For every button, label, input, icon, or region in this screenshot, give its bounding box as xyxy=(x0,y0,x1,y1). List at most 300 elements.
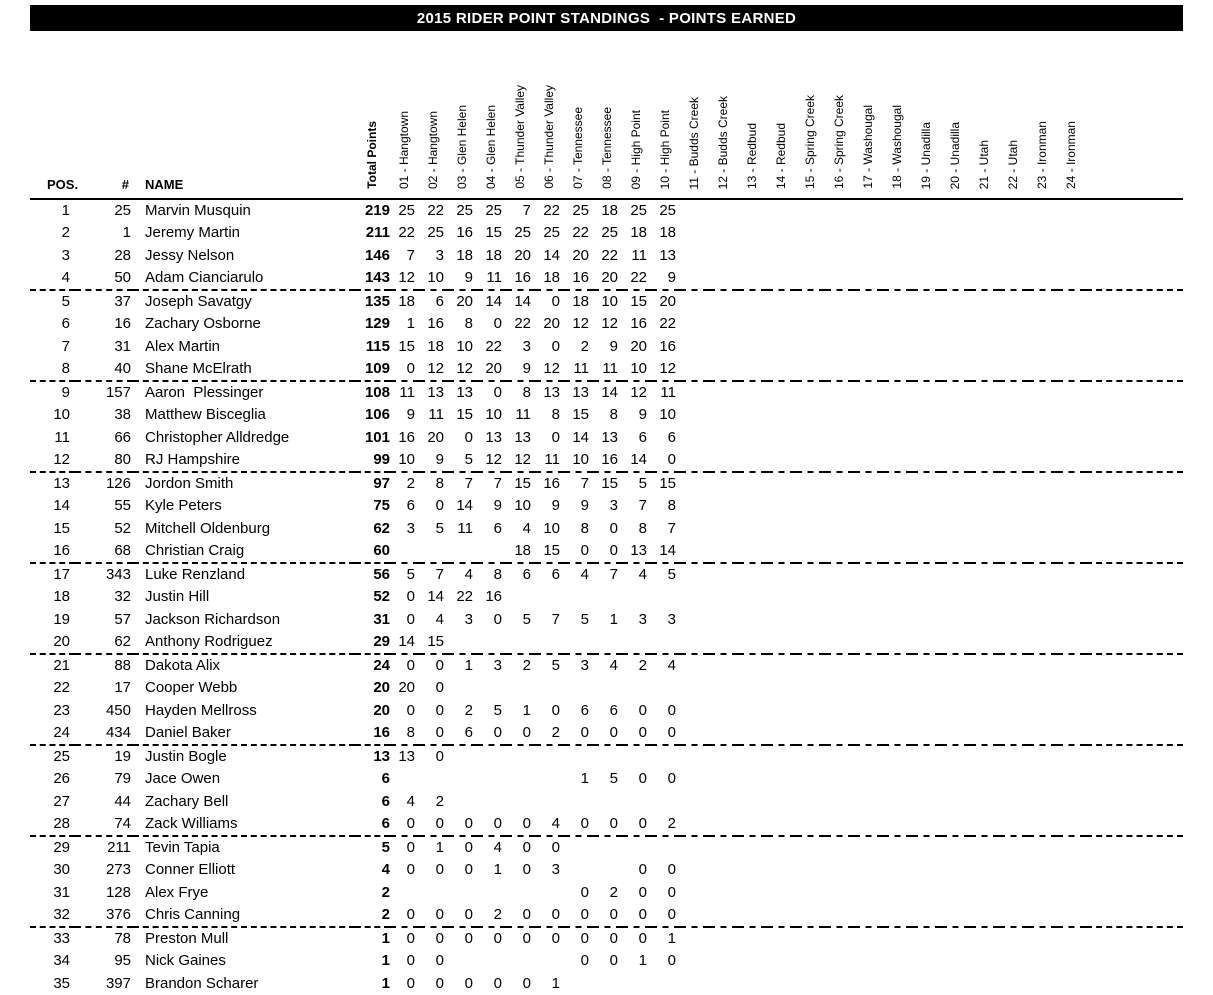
round-points-cell: 20 xyxy=(506,245,535,268)
round-points-cell: 10 xyxy=(419,267,448,290)
rider-number-cell: 17 xyxy=(75,677,133,700)
round-points-cell xyxy=(1057,563,1086,586)
round-points-cell xyxy=(680,654,709,677)
round-points-cell: 0 xyxy=(564,540,593,563)
round-points-cell: 8 xyxy=(506,381,535,404)
round-points-cell xyxy=(1028,518,1057,541)
round-header-label: 22 - Utah xyxy=(1007,140,1020,189)
rider-row xyxy=(30,904,1183,927)
round-points-cell xyxy=(825,609,854,632)
pos-cell: 6 xyxy=(30,313,75,336)
round-points-cell xyxy=(912,836,941,859)
round-points-cell xyxy=(767,654,796,677)
round-header-label: 03 - Glen Helen xyxy=(456,105,469,189)
round-points-cell xyxy=(506,745,535,768)
round-points-cell xyxy=(912,495,941,518)
round-points-cell xyxy=(738,882,767,905)
round-points-cell xyxy=(999,836,1028,859)
round-points-cell xyxy=(999,631,1028,654)
round-header-label: 15 - Spring Creek xyxy=(804,95,817,189)
round-points-cell xyxy=(1028,768,1057,791)
row-filler xyxy=(1086,358,1183,381)
round-points-cell: 6 xyxy=(622,427,651,450)
round-points-cell xyxy=(970,563,999,586)
round-points-cell: 25 xyxy=(564,199,593,222)
round-points-cell xyxy=(535,677,564,700)
round-points-cell xyxy=(680,199,709,222)
pos-cell: 16 xyxy=(30,540,75,563)
round-points-cell: 1 xyxy=(651,927,680,950)
round-points-cell xyxy=(1028,609,1057,632)
round-header-label: 08 - Tennessee xyxy=(601,107,614,189)
name-column-header: NAME xyxy=(133,84,355,199)
round-points-cell xyxy=(1057,768,1086,791)
total-points-cell: 99 xyxy=(355,449,390,472)
round-points-cell xyxy=(825,245,854,268)
round-points-cell xyxy=(796,245,825,268)
round-points-cell xyxy=(593,745,622,768)
round-points-cell xyxy=(593,631,622,654)
round-points-cell: 9 xyxy=(448,267,477,290)
round-points-cell xyxy=(738,904,767,927)
round-points-cell xyxy=(941,336,970,359)
round-points-cell xyxy=(883,472,912,495)
round-points-cell: 11 xyxy=(651,381,680,404)
round-points-cell xyxy=(970,768,999,791)
round-points-cell xyxy=(1028,859,1057,882)
pos-cell: 25 xyxy=(30,745,75,768)
round-points-cell xyxy=(796,267,825,290)
rider-name-cell: Marvin Musquin xyxy=(133,199,355,222)
round-points-cell: 0 xyxy=(535,336,564,359)
round-points-cell xyxy=(825,882,854,905)
rider-row xyxy=(30,973,1183,995)
round-points-cell xyxy=(680,336,709,359)
round-points-cell xyxy=(1028,791,1057,814)
round-points-cell xyxy=(854,518,883,541)
pos-cell: 23 xyxy=(30,700,75,723)
round-points-cell: 14 xyxy=(593,381,622,404)
round-points-cell: 10 xyxy=(477,404,506,427)
round-points-cell xyxy=(1057,199,1086,222)
rider-number-cell: 211 xyxy=(75,836,133,859)
round-points-cell xyxy=(796,927,825,950)
round-points-cell xyxy=(825,313,854,336)
round-points-cell xyxy=(506,631,535,654)
round-points-cell xyxy=(796,495,825,518)
round-points-cell xyxy=(825,813,854,836)
round-points-cell: 0 xyxy=(390,358,419,381)
round-points-cell: 18 xyxy=(651,222,680,245)
rider-row xyxy=(30,836,1183,859)
round-header-label: 02 - Hangtown xyxy=(427,111,440,189)
round-column-header xyxy=(970,84,999,199)
round-points-cell xyxy=(999,563,1028,586)
total-points-cell: 2 xyxy=(355,882,390,905)
round-points-cell: 20 xyxy=(651,290,680,313)
round-points-cell xyxy=(709,290,738,313)
round-points-cell: 22 xyxy=(622,267,651,290)
round-points-cell: 0 xyxy=(506,904,535,927)
round-points-cell xyxy=(622,745,651,768)
round-points-cell xyxy=(477,882,506,905)
round-points-cell xyxy=(709,267,738,290)
round-points-cell xyxy=(854,381,883,404)
round-points-cell xyxy=(767,290,796,313)
round-points-cell xyxy=(941,518,970,541)
round-points-cell xyxy=(999,722,1028,745)
round-points-cell: 0 xyxy=(535,290,564,313)
rider-number-cell: 376 xyxy=(75,904,133,927)
round-points-cell: 15 xyxy=(477,222,506,245)
row-filler xyxy=(1086,586,1183,609)
round-points-cell xyxy=(767,518,796,541)
round-points-cell xyxy=(883,882,912,905)
round-points-cell: 0 xyxy=(593,950,622,973)
rider-number-cell: 434 xyxy=(75,722,133,745)
round-points-cell xyxy=(796,336,825,359)
round-points-cell: 7 xyxy=(448,472,477,495)
round-points-cell: 7 xyxy=(593,563,622,586)
round-points-cell xyxy=(1028,677,1057,700)
round-points-cell xyxy=(970,358,999,381)
round-points-cell: 0 xyxy=(593,518,622,541)
round-points-cell: 4 xyxy=(622,563,651,586)
pos-cell: 34 xyxy=(30,950,75,973)
round-points-cell xyxy=(738,859,767,882)
rider-number-cell: 52 xyxy=(75,518,133,541)
round-points-cell xyxy=(680,427,709,450)
round-points-cell: 8 xyxy=(535,404,564,427)
round-points-cell xyxy=(709,336,738,359)
round-column-header xyxy=(390,84,419,199)
round-points-cell xyxy=(767,313,796,336)
round-points-cell xyxy=(709,222,738,245)
round-points-cell xyxy=(941,313,970,336)
round-points-cell xyxy=(912,336,941,359)
round-points-cell xyxy=(796,518,825,541)
round-points-cell xyxy=(477,745,506,768)
round-points-cell: 6 xyxy=(564,700,593,723)
round-points-cell xyxy=(709,813,738,836)
round-points-cell xyxy=(825,950,854,973)
round-points-cell: 1 xyxy=(477,859,506,882)
round-points-cell xyxy=(854,813,883,836)
round-points-cell xyxy=(477,677,506,700)
round-points-cell: 0 xyxy=(390,609,419,632)
round-points-cell: 5 xyxy=(477,700,506,723)
round-points-cell xyxy=(912,245,941,268)
pos-cell: 21 xyxy=(30,654,75,677)
round-points-cell xyxy=(1057,404,1086,427)
round-points-cell: 6 xyxy=(506,563,535,586)
rider-number-cell: 450 xyxy=(75,700,133,723)
round-points-cell xyxy=(883,267,912,290)
round-points-cell xyxy=(883,586,912,609)
round-points-cell xyxy=(912,381,941,404)
total-points-column-header xyxy=(355,84,390,199)
round-points-cell xyxy=(854,745,883,768)
round-points-cell xyxy=(709,950,738,973)
round-points-cell xyxy=(883,563,912,586)
round-points-cell xyxy=(622,631,651,654)
round-points-cell xyxy=(680,950,709,973)
pos-cell: 35 xyxy=(30,973,75,995)
rider-name-cell: Jeremy Martin xyxy=(133,222,355,245)
pos-cell: 17 xyxy=(30,563,75,586)
round-points-cell xyxy=(796,427,825,450)
round-points-cell xyxy=(796,791,825,814)
round-points-cell xyxy=(448,631,477,654)
round-points-cell: 0 xyxy=(477,927,506,950)
round-points-cell xyxy=(883,813,912,836)
round-points-cell xyxy=(999,654,1028,677)
round-points-cell xyxy=(709,449,738,472)
round-points-cell xyxy=(796,290,825,313)
rider-number-cell: 55 xyxy=(75,495,133,518)
round-points-cell: 0 xyxy=(506,859,535,882)
rider-number-cell: 50 xyxy=(75,267,133,290)
round-points-cell xyxy=(767,381,796,404)
round-points-cell xyxy=(854,927,883,950)
round-points-cell xyxy=(970,313,999,336)
round-points-cell xyxy=(767,540,796,563)
round-points-cell: 6 xyxy=(419,290,448,313)
round-points-cell xyxy=(999,768,1028,791)
round-header-label: 16 - Spring Creek xyxy=(833,95,846,189)
rider-name-cell: Jace Owen xyxy=(133,768,355,791)
row-filler xyxy=(1086,427,1183,450)
row-filler xyxy=(1086,791,1183,814)
round-points-cell xyxy=(680,768,709,791)
round-points-cell: 0 xyxy=(419,973,448,995)
round-points-cell xyxy=(825,631,854,654)
round-points-cell xyxy=(680,859,709,882)
round-points-cell: 0 xyxy=(419,904,448,927)
round-points-cell: 0 xyxy=(651,904,680,927)
row-filler xyxy=(1086,563,1183,586)
row-filler xyxy=(1086,472,1183,495)
pos-cell: 18 xyxy=(30,586,75,609)
round-points-cell: 8 xyxy=(593,404,622,427)
round-points-cell xyxy=(796,904,825,927)
pos-cell: 3 xyxy=(30,245,75,268)
rider-number-cell: 95 xyxy=(75,950,133,973)
round-points-cell: 0 xyxy=(390,654,419,677)
round-points-cell xyxy=(970,631,999,654)
total-points-cell: 75 xyxy=(355,495,390,518)
round-points-cell: 0 xyxy=(506,722,535,745)
round-points-cell xyxy=(941,677,970,700)
round-points-cell xyxy=(912,791,941,814)
round-points-cell xyxy=(999,495,1028,518)
round-points-cell xyxy=(535,631,564,654)
round-points-cell xyxy=(709,540,738,563)
round-points-cell: 0 xyxy=(390,973,419,995)
round-points-cell xyxy=(796,654,825,677)
round-points-cell xyxy=(1028,950,1057,973)
round-points-cell xyxy=(912,449,941,472)
round-points-cell xyxy=(854,791,883,814)
round-points-cell xyxy=(1057,859,1086,882)
pos-cell: 11 xyxy=(30,427,75,450)
round-points-cell xyxy=(999,950,1028,973)
round-points-cell xyxy=(941,245,970,268)
pos-cell: 31 xyxy=(30,882,75,905)
round-points-cell xyxy=(1028,882,1057,905)
round-points-cell xyxy=(738,336,767,359)
round-points-cell: 0 xyxy=(564,882,593,905)
round-points-cell xyxy=(1057,518,1086,541)
round-points-cell xyxy=(709,791,738,814)
total-points-cell: 106 xyxy=(355,404,390,427)
round-points-cell xyxy=(825,381,854,404)
round-points-cell: 0 xyxy=(390,700,419,723)
round-points-cell: 20 xyxy=(564,245,593,268)
rider-number-cell: 66 xyxy=(75,427,133,450)
round-points-cell xyxy=(999,449,1028,472)
round-points-cell xyxy=(912,859,941,882)
round-points-cell: 15 xyxy=(448,404,477,427)
rider-row xyxy=(30,950,1183,973)
round-points-cell xyxy=(999,336,1028,359)
round-points-cell xyxy=(680,358,709,381)
round-points-cell xyxy=(912,722,941,745)
round-points-cell xyxy=(999,973,1028,995)
round-points-cell xyxy=(941,904,970,927)
rider-row xyxy=(30,358,1183,381)
round-points-cell: 7 xyxy=(419,563,448,586)
round-points-cell xyxy=(825,267,854,290)
round-points-cell xyxy=(1028,358,1057,381)
round-points-cell: 3 xyxy=(535,859,564,882)
round-points-cell xyxy=(1028,290,1057,313)
round-points-cell xyxy=(970,449,999,472)
round-points-cell xyxy=(796,836,825,859)
round-header-label: 13 - Redbud xyxy=(746,123,759,189)
round-points-cell xyxy=(883,336,912,359)
round-points-cell xyxy=(709,700,738,723)
round-points-cell: 13 xyxy=(593,427,622,450)
round-points-cell: 10 xyxy=(506,495,535,518)
round-points-cell: 0 xyxy=(622,722,651,745)
round-points-cell: 18 xyxy=(477,245,506,268)
round-points-cell xyxy=(709,722,738,745)
total-points-cell: 29 xyxy=(355,631,390,654)
round-points-cell xyxy=(941,654,970,677)
round-points-cell: 4 xyxy=(535,813,564,836)
round-points-cell: 18 xyxy=(535,267,564,290)
round-points-cell xyxy=(1057,882,1086,905)
round-points-cell xyxy=(390,768,419,791)
rider-name-cell: Jessy Nelson xyxy=(133,245,355,268)
round-points-cell: 16 xyxy=(651,336,680,359)
round-points-cell xyxy=(912,563,941,586)
round-points-cell: 0 xyxy=(622,813,651,836)
round-points-cell: 25 xyxy=(535,222,564,245)
round-points-cell: 3 xyxy=(506,336,535,359)
round-points-cell xyxy=(796,973,825,995)
round-points-cell: 8 xyxy=(448,313,477,336)
round-points-cell xyxy=(883,950,912,973)
round-points-cell xyxy=(767,882,796,905)
round-points-cell: 0 xyxy=(477,973,506,995)
round-column-header xyxy=(622,84,651,199)
rider-row xyxy=(30,336,1183,359)
round-points-cell: 0 xyxy=(535,836,564,859)
round-points-cell: 5 xyxy=(593,768,622,791)
round-points-cell: 9 xyxy=(506,358,535,381)
round-points-cell: 10 xyxy=(651,404,680,427)
round-points-cell: 14 xyxy=(390,631,419,654)
round-points-cell: 22 xyxy=(419,199,448,222)
round-points-cell: 0 xyxy=(506,973,535,995)
round-points-cell: 0 xyxy=(506,813,535,836)
round-points-cell: 15 xyxy=(593,472,622,495)
row-filler xyxy=(1086,677,1183,700)
round-points-cell: 6 xyxy=(448,722,477,745)
round-points-cell xyxy=(680,381,709,404)
round-column-header xyxy=(709,84,738,199)
round-points-cell xyxy=(941,722,970,745)
round-points-cell xyxy=(738,495,767,518)
round-points-cell xyxy=(883,540,912,563)
round-points-cell xyxy=(738,836,767,859)
round-points-cell: 16 xyxy=(535,472,564,495)
round-points-cell xyxy=(941,358,970,381)
round-points-cell xyxy=(1028,973,1057,995)
round-points-cell: 4 xyxy=(651,654,680,677)
total-points-cell: 135 xyxy=(355,290,390,313)
round-points-cell: 1 xyxy=(419,836,448,859)
round-points-cell: 3 xyxy=(419,245,448,268)
round-points-cell xyxy=(912,950,941,973)
round-points-cell xyxy=(796,722,825,745)
round-points-cell: 14 xyxy=(564,427,593,450)
round-points-cell xyxy=(1028,222,1057,245)
rider-number-cell: 78 xyxy=(75,927,133,950)
round-points-cell xyxy=(941,427,970,450)
round-header-label: 04 - Glen Helen xyxy=(485,105,498,189)
round-points-cell xyxy=(825,427,854,450)
round-column-header xyxy=(767,84,796,199)
row-filler xyxy=(1086,267,1183,290)
round-points-cell xyxy=(883,722,912,745)
round-points-cell xyxy=(854,313,883,336)
round-points-cell xyxy=(912,882,941,905)
rider-row xyxy=(30,927,1183,950)
round-points-cell xyxy=(912,267,941,290)
round-points-cell xyxy=(941,222,970,245)
round-points-cell xyxy=(1057,222,1086,245)
round-points-cell: 0 xyxy=(564,950,593,973)
rider-name-cell: Christopher Alldredge xyxy=(133,427,355,450)
round-points-cell: 10 xyxy=(448,336,477,359)
round-points-cell: 0 xyxy=(651,950,680,973)
round-points-cell: 11 xyxy=(390,381,419,404)
round-points-cell xyxy=(1028,722,1057,745)
round-points-cell xyxy=(970,427,999,450)
rider-number-cell: 37 xyxy=(75,290,133,313)
rider-name-cell: Zachary Bell xyxy=(133,791,355,814)
round-points-cell xyxy=(767,768,796,791)
round-points-cell xyxy=(941,586,970,609)
round-header-label: 01 - Hangtown xyxy=(398,111,411,189)
total-points-cell: 2 xyxy=(355,904,390,927)
round-points-cell xyxy=(912,427,941,450)
round-column-header xyxy=(912,84,941,199)
round-points-cell: 7 xyxy=(390,245,419,268)
